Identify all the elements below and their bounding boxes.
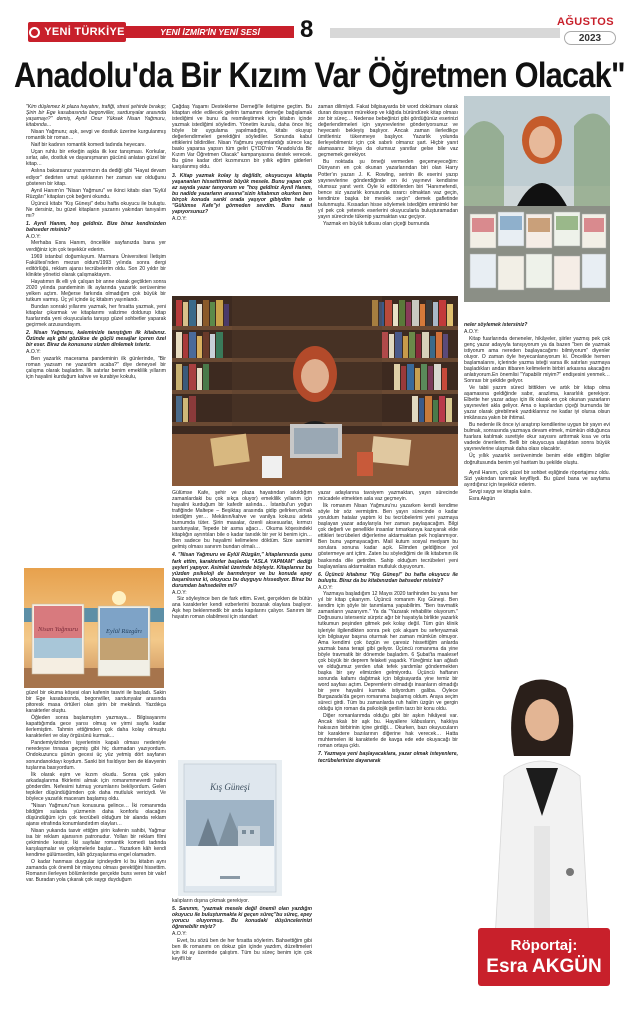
paragraph: Üç yıllık yazarlık serüvenimde benim elde ettiğim bilgiler doğrultusunda benim yol haritam bu şekilde oluştu. xyxy=(464,453,610,466)
paragraph: O kadar hanması duygular içindeydim ki bu kitabın aynı zamanda çok önemli bir misyonu olması gerektiğini hissettim. Romanın ilerleyen bölümlerinde gerçekte buns veren bir vakıf var. Buradan yola çıkarak çok saygı duyduğum xyxy=(26,859,166,884)
paragraph: 1969 istanbul doğumluyum. Marmara Üniversitesi İletişim Fakültesi'nden mezun oldum/1993 yılında sonra dergi editörlüğü, reklam ajansı tecrübelerim oldu. Son 20 yıldır bir klinikte yönetici olarak çalışmaktayım. xyxy=(26,253,166,278)
question-3: 3. Kitap yazmak kolay iş değildir, okuyucuya kitapta yaşananları hissettirmek büyük mesele. Bunu yapan çok az sayıda yazar tanıyorum ve "hoş geldiniz Aynil Hanım, bu nadide yazarların arasına"sizin kitabınızı okurken ben birçok konuda sanki orada yaşıyor gibiydim hele o "Gülümse Kafe"yi görmeden sevdim. Bunu nasıl yapıyorsunuz? xyxy=(172,172,312,215)
book-title-bottom: Kış Güneşi xyxy=(210,782,250,792)
paragraph: Bundan sonraki yıllarımı yazmak, her fırsatta yazmak, yeni kitaplar çıkarmak ve kitaplarımı valizime doldurup kitap fuarlarında yeni okuyucularla tanışıp güzel sohbetler yaparak geçirmek arzusundayım. xyxy=(26,303,166,329)
paragraph: Aynil Hanım, çok güzel bir sohbet eşliğinde röportajımız oldu. Sizi yakından tanımak keyifliydi. Bu güzel bana ve sayfama ayırdığınız için teşekkür ederim. xyxy=(464,469,610,488)
paragraph: Pandemiyiizinden işyerlerinin kapalı olması nedeniyle neredeyse tnnasa geçmiş gibi hiç durmadan yazıyordum. Ondokuzuncu günün gecesi üç yüz yetmiş dört sayfanın sonundanoktayı koydum. Sanki biri fısıldıyor ben de klavyenin tuşlarına basıyordum. xyxy=(26,740,166,771)
issue-month: AĞUSTOS xyxy=(557,16,614,28)
kis-gunesi-book-illustration xyxy=(178,760,282,896)
paragraph: Çağdaş Yaşamı Destekleme Derneği'le iletişime geçtim. Bu kitaptan elde edilecek gelirin tamamını derneğe bağışlamak istediğimi ve bunu da resmileştirmek için kitabın içinde yazmak istediğimi söyledim. Yönetim kurulu, daha önce hiç böyle bir uygulama yapılmadığını, kitabı okuyup değerlendirmeleri gerektiğini söylediler. Sonunda kabul ettiklerini bildirdiler. Nisan Yağmuru yayımlandığı sürece kaç baskı yaparsa yapsın tüm geliri ÇYDD'nin "Anadolu'da Bir Kızım Var Öğretmen Olacak" kampanyasına destek verecek. Bu güne kadar dört kızımınızın bir yıllık eğitim giderleri karşılanmış oldu. xyxy=(172,104,312,171)
question-5: 5. Sanırım, "yazmak mesele değil önemli olan yazdığın okuyucu ile buluşturmakta ki geçen süreç"bu süreç, epey yorucu oluyormuş. Bu konudaki düşüncelerinizi öğrenebilir miyiz? xyxy=(172,906,312,931)
paragraph: Nisan yukarıda tasvir ettiğim şirin kafenin sahibi, Yağmur isa bir reklam ajansının patronudur. Yolları bir reklam filmi çekiminde kesişir. İki sayfalar romantik komedi tadında karşılaşmalar ve çekişmelerle başlar… Yazarken kâh kendi kendime gülümsedim, kâh gözyaşlarıma engel olamadım. xyxy=(26,828,166,859)
question-2: 2. Nisan Yağmuru, kaleminizle tanıştığım ilk kitabınız. Özünde aşk gibi gözükse de güçlü mesajlar içeren özel bir eser. Biraz da konusunu sizden dinlemek isteriz. xyxy=(26,330,166,349)
answer-label: A.O.Y: xyxy=(26,233,41,240)
page-header xyxy=(0,0,634,48)
logo-text: YENİ TÜRKİYE xyxy=(44,26,125,38)
author-portrait-illustration xyxy=(464,96,610,302)
answer-label: A.O.Y: xyxy=(172,215,187,222)
paragraph: Aynil Hanım'ın "Nisan Yağmuru" ve ikinci kitabı olan "Eylül Rüzgârı" kitapları çok beğeni okundu. xyxy=(26,187,166,200)
books-sunset-photo xyxy=(24,568,164,688)
answer-label: A.O.Y: xyxy=(318,584,333,591)
column-3-top xyxy=(318,104,458,294)
paragraph: Aslına bakarsanız yazarımızın da dediği gibi "Hayat devam ediyor" dedirten umut ışıklarının her zaman var olduğunu gösteren bir kitap. xyxy=(26,168,166,187)
column-3-bottom xyxy=(318,490,458,1018)
paragraph: Üçüncü kitabı "Kış Güneşi" debu hafta okuyucu ile buluştu. Ne dersiniz, bu güzel kitapların yazarını yakından tanıyalım mı? xyxy=(26,200,166,219)
paragraph: Merhaba Esra Hanım, öncelikle sayfanızda bana yer verdiğiniz için çok teşekkür ederim. xyxy=(26,240,166,253)
paragraph: Kitap fuarlarında deneneler, hikâyeler, şiirler yazmış pek çok genç yazar adayıyla tanışıyorum ya da bazen "ben de yazmak istiyorum ama nereden başlayacağımı bilmiyorum" diyenler oluyor. O zaman öyle heyecanlanıyorum ki. Öncelikle hemen başlamalarını, içlerinde yazma isteği varsa ilk satırları yazmaya başladıkları andan itibaren kelimelerin birbiri arkasına akacağını anlatıyorum.En önemlisi "Yapabilir miyim?" endişesini yenmek… Sonrası bir şekilde geliyor. xyxy=(464,335,610,384)
answer-label: A.O.Y: xyxy=(26,349,41,356)
author-bookshelf-illustration xyxy=(172,296,458,486)
paragraph: Nisan Yağmuru; aşk, sevgi ve dostluk üzerine kurgulanmış romantik bir roman… xyxy=(26,129,166,142)
reporter-photo xyxy=(474,676,610,958)
answer-label: A.O.Y: xyxy=(172,589,187,596)
column-1-top xyxy=(26,104,166,566)
question-6: 6. Üçüncü kitabınız "Kış Güneşi" bu hafta okuyucu ile buluştu. Biraz da bu kitabınızdan bahseder misiniz? xyxy=(318,571,458,584)
paragraph: Ben yazarlık macerama pandeminin ilk günlerinde, "Bir roman yazsam ne yazardım acaba?" diye deneysel bir çalışma olarak başladım. İlk satırlar benim emeklilik yıllarım için hayalini kurduğum kahve ve kurabiye kokulu, xyxy=(26,355,166,380)
paragraph: Bu noktada şu örneği vermeden geçemeyeceğim: Dünyanın en çok okunan yazarlarından biri olan Harry Potter'ın yazarı J. K. Rowling, serinin ilk eserini yazıp yayınevlerine gönderdiğinde on iki yayınevi kendisine olumsuz yanıt verir. Öyle ki editörlerden biri "Hanımefendi, bence siz yazarlık konusunda ısrarcı olmaktan vaz geçin, kendinize başka bir meslek seçin" demek gafletinde bulunmuştu. Kıssadan hisse söylemek istediğim eminimki her yıl pek çok yetenek eserlerini okuyucularla buluşturamadan yayın sürecinde tükenip yazmaktan vaz geçiyor. xyxy=(318,159,458,220)
book-title-left: Nisan Yağmuru xyxy=(37,626,79,633)
paragraph: kalıpların dışına çıkmak gerekiyor. xyxy=(172,898,250,904)
slogan-text: YENİ İZMİR'İN YENİ SESİ xyxy=(160,27,260,37)
paragraph: İlk olarak eşim ve kızım okudu. Sonra çok yakın arkadaşlarıma fikirlerini almak için romanımmeverdi halini gönderdim. Nefesimi tutmuş yorumlarını bekliyordum. Gelen tepkiler düşündüğümden çok daha mutluluk vericiydi. Ve böylece yazarlık maceram başlamış oldu. xyxy=(26,771,166,802)
question-7-end: neler söylemek istersiniz? xyxy=(464,322,528,328)
paragraph: Evet, bu sözü ben de her fırsatta söylerim. Bahsettiğim gibi ben ilk romanımı on dokuz gün içinde yazdım, düzeltmeleri için iki ay üzerinde çalıştım. Tüm bu süreç benim için çok keyifli bir xyxy=(172,937,312,962)
paragraph: yazar adaylarına tavsiyem yazmaktan, yayın sürecinde mücadele etmekten asla vaz geçmeyin. xyxy=(318,490,458,503)
article-headline: Anadolu'da Bir Kızım Var Öğretmen Olacak" xyxy=(14,56,625,95)
paragraph: Siz söyleyince ben de fark ettim. Evet, gerçekten de bütün ana karakterler kendi ezberlerini bozarak olaylara başlıyor. Aşk hep beklenmedik bir anda kapılarını çalıyor. Sanırım bir hayatın roman olabilmesi için standart xyxy=(172,596,312,621)
issue-year: 2023 xyxy=(564,31,616,45)
column-2-bottom xyxy=(172,898,312,1018)
paragraph: İlk romanım Nisan Yağmuru'nu yazarken kendi kendime söyle bir söz vermiştim. Ben yayın sürecinde o kadar yoruldum hatalar yaptım ki bu tecrübelerimi yeni yazmaya başlayan yazar adaylarıyla her zaman paylaşacağım. Bilgi çok değerli ve genellikle insanlar tımarkanıya kazıyarak elde ettikleri tecrübeleri diğerlerine aktarmaktan pek hoşlanmıyor. Ben bunu yapmayacağım. Mail kutum sosyal medyam bu sorulara sonuna kadar açık. Elimden geldiğince yol göstermeye ant içtim. Zaten bu söylediğimi de ilk kitabımın ilk basksında dile getirdim. Sahip olduğum tecrübeleri yeni başlayanlara aktarmaktan mutluluk duyuyorum. xyxy=(318,503,458,570)
question-4: 4. "Nisan Yağmuru ve Eylül Rüzgârı," kitaplarınızda şunu fark ettim, karakterler başlarda "ASLA YAPMAM" dediği şeyleri yapıyor. Asimlat üzerinde böyleyiz. Kitaplarınız bu yüzden psikoloji de barındırıyor ve bu konuda epey başarılısınız ki, okuyucu bu duyguyu hissediyor. Biraz bu durumdan bahsedelim mi? xyxy=(172,552,312,589)
paragraph: Yazmaya başladığım 12 Mayıs 2020 tarihinden bu yana her yıl bir kitap çıkarıyım. Üçüncü romanım Kış Güneşi. Ben kendim için şöyle bir tanımlama yapabilirim. "Ben travmatik zamanların yazarıyım." Ya da "Yazarak rehabilite oluyorum." Doğrusunu isterseniz sürpriz ağır bir hayatıyla birlikte yazarlık tutkumun peşinden gitmek pek kolay değil. Tüm gün klinik işleriyle ilgilendikten sonra pek çok akşam bu seferyazmak için bilgisayar başına oturmak her zaman mümkün olmuyor. Ama kendimi çok özgün ve çaresiz hissettiğim anlarda yazmak bana terapi gibi geliyor. Üçüncü romanıma da yine böyle travmatik bir dönemde başladım. 6 Şubat'ta maalesef çok büyük bir deprem felaketi yaşadık. Yüreğimiz kan ağladı ve olduğumuz yerden ufak tefek yardımlar göndermekten başka bir şey elimizden gelmiyordu. Üçüncü haftanın sonunda kafamı dağıtmak için bilgisayarda yine temiz bir word sayfası açtım. Depremlerin olmadığı insanların olmadığı bir yere hayalini kurmak istiyordum galiba. Öylece Burgazada'da geçen romanıma başlamış oldum. Araya seçim süreci girdi. Tüm bu zamanlarda ruh halim üzgün ve gergin olduğu için roman da psikolojik gerilim tarzı bir konu oldu. xyxy=(318,591,458,713)
reporter-label: Röportaj: xyxy=(510,936,578,954)
kis-gunesi-book-photo xyxy=(178,760,282,896)
question-7: 7. Yazmaya yeni başlayacaklara, yazar olmak isteyenlere, tecrübelerinize dayanarak xyxy=(318,751,458,764)
page-number: 8 xyxy=(300,16,314,43)
reporter-name: Esra AKGÜN xyxy=(486,955,602,977)
signature: Esra Akgün xyxy=(469,495,496,502)
logo-circle-icon xyxy=(29,27,40,38)
intro-quote: "Kim düşlemez ki plaza hayatını, trafiği, stresi şehirde bırakıp; Şirin bir Ege kasabasında begonviller, sardunyalar arasında yaşamayı?" demiş, Aynil Onur Yüksek Nisan Yağmuru, kitabında… xyxy=(26,104,166,129)
paragraph: Öğleden sonra başlamıştım yazmaya… Bilgisayarımı kapattığımda gece yarısı olmuş ve yirmi sayfa kadar ilerlemiştim. Tahmin ettiğimden çok daha kolay olmuştu karakterleri ve olay örgüsünü kurmak… xyxy=(26,715,166,740)
question-1: 1. Aynil Hanım, hoş geldiniz. Bize biraz kendinizden bahseder misiniz? xyxy=(26,220,166,233)
paragraph: Yazmak en büyük tutkusu olan çiçeği burnunda xyxy=(323,220,430,227)
reporter-badge xyxy=(478,928,610,986)
column-2-middle xyxy=(172,490,312,760)
header-grey-band xyxy=(330,28,560,38)
paragraph: Uçan ruhlu bir erkeğin aşkla ilk kez tanışması. Korkular, sırlar, aile, dostluk ve dayanışmanın gücünü anlatan güzel bir kitap… xyxy=(26,149,166,168)
paragraph: Naif bir kadının romantik komedi tadında heyecanı. xyxy=(31,142,146,149)
paragraph: Diğer romanlarımda olduğu gibi bir aşkın hikâyesi var. Ancak tıkalı bir aşk bu. Hayallere kâbusların, hakkiya hakısızın birbirinin içine girdiği… Okurken, bazı okuyucuların bir karaktere bazılarının diğerine hak verecek… Hatta muhtemelen iki karakterle de kavga ede ede okuyacağı bir roman ortaya çıktı. xyxy=(318,713,458,750)
paragraph: Hayatımın ilk elli yılı çalışan bir anne olarak geçtikten sonra 2020 yılında pandeminin ilk aylarında yazarlık serüvenime yelken açtım. Meğerse farkında olmadığım çok büyük bir tutkum varmış. Üç yıl içinde üç kitabım yayınlandı. xyxy=(26,278,166,303)
paragraph: güzel bir okuma köşesi olan kafenin tasviri ile başladı. Sakin bir Ege kasabasında, begonviller, sardunyalar arasında pitoresk masa örtüleri olan şirin bir mekândı. Yazdıkça karakterler oluştu. xyxy=(26,690,166,715)
paragraph: Sevgi saygı ve kitapla kalın. xyxy=(469,488,532,495)
author-bookshelf-photo xyxy=(172,296,458,486)
reporter-illustration xyxy=(474,676,610,958)
book-title-right: Eylül Rüzgârı xyxy=(106,628,142,635)
column-2-top xyxy=(172,104,312,294)
column-4 xyxy=(464,322,610,666)
paragraph: zaman dilimiydi. Fakat bilgisayarda bir word dokümanı olarak duran dosyanın mürekkep ve kâğıda büründürek kitap olması zor bir süreç… Nedense bebeğinizi gibi gördüğünüz eserinizi değerlendirmeleri için yayınevlerine gönderiyorsunuz ve heyecanlı bekleyiş başlıyor. Ancak zaman ilerledikçe ümitleriniz tükenmeye başlıyor. Yazarlık yolunda ilerleyebilmeniz için çok sabırlı olmanız şart. Hiçbir yanıt alamasanız bileya da olumsuz yanıtlar gelse bile vaz geçmemek gerekiyor. xyxy=(318,104,458,159)
column-1-bottom xyxy=(26,690,166,1018)
answer-label: A.O.Y: xyxy=(172,931,187,938)
slogan-band xyxy=(126,26,294,38)
paragraph: Gülümse Kafe, şehir ve plaza hayatından sıkıldığım zamanlardaki bu çok sıkça oluyor) emeklilik yıllarım için hayalini kurduğum bir kafedir aslında… İstanbul'un yoğun trafiğinde Maltepe – Beşiktaş arasında gidip gelirken,olmak istediğim yer… Mekânın/kahve ve vanilya kokusu adeta burnumda tüter. Şirin masalar, özenli aksesuarlar, kırmızı sardunyalar, Tepede bir asma ağacı… Okuma köşesindeki kitaplığın ayrıntıları bile o kadar tanıdık bir yer ki benim için… Ben sadece bu hayalimi kelimelere döktüm. Size samimi gelmiş olması sanırım bundan olmalı… xyxy=(172,490,312,551)
paragraph: Bu nedenle ilk önce iyi araştırıp kendilerine uygun bir yayın evi bulmak, sonrasında yazmaya devam etmek, mümkün olduğunca fuarlara katılmak suretiyle okur sayısını arttırmak kısa ve orta vadede önerilerim. Belli bir okuyucuya ulaştıktan sonra büyük yayınevlerine ulaşmak daha olası olacaktır. xyxy=(464,422,610,453)
newspaper-logo xyxy=(28,22,126,42)
answer-label: A.O.Y: xyxy=(464,329,479,336)
paragraph: "Nisan Yağmuru"nun konusuna gelince… İki romanımda bildiğim sularda yüzmenin daha konforlu olacağını düşündüğüm için çok tecrübeli olduğum bir alanda reklam ajansı etrafında konumlandırdım olayları… xyxy=(26,802,166,827)
paragraph: Ve tabii yazım süreci bittikten ve artık bir kitap olma aşamasına geldiğinde sabır, arazlıma, kararlılık gerekiyor. Elbette her yazar adayı için ilk olarak en çok okunan yazarların yayınevleri akla geliyor. Ama o kapılardan çiçeği burnunda bir yazar olarak girebilmek yazdıklarınız ne kadar iyi olursa olsun imkânsıza yakın bir ihtimal. xyxy=(464,384,610,422)
author-portrait-photo xyxy=(464,96,610,302)
